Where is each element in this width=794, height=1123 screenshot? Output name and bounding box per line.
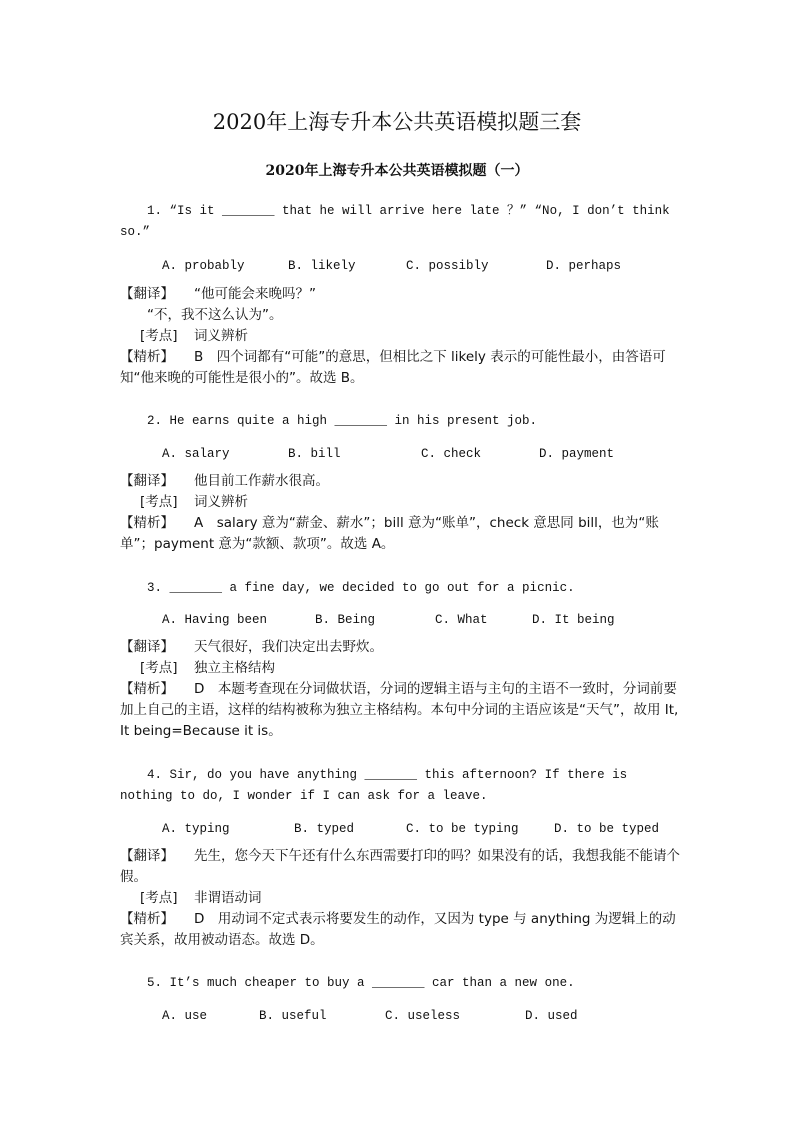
question-2-options xyxy=(147,433,614,461)
analysis-label: 【精析】 xyxy=(120,681,174,697)
option-d: D. payment xyxy=(539,447,615,461)
option-c: C. to be typing xyxy=(406,822,519,836)
question-3-stem: 3. _______ a fine day, we decided to go out for a picnic. xyxy=(147,581,575,595)
question-1-stem: 1. “Is it _______ that he will arrive here late ？” “No, I don’t think so.” xyxy=(120,204,670,239)
question-1-analysis xyxy=(120,347,680,389)
question-3-point xyxy=(120,658,680,679)
option-d: D. used xyxy=(525,1009,578,1023)
analysis-text: A salary 意为“薪金、薪水”；bill 意为“账单”，check 意思同 bill，也为“账单”；payment 意为“款额、款项”。故选 A。 xyxy=(120,515,659,552)
point-label: [考点] xyxy=(140,890,178,906)
question-1-options xyxy=(147,245,621,273)
translation-label: 【翻译】 xyxy=(120,473,174,489)
translation-label: 【翻译】 xyxy=(120,639,174,655)
analysis-text: D 本题考查现在分词做状语，分词的逻辑主语与主句的主语不一致时，分词前要加上自己的主语，这样的结构被称为独立主格结构。本句中分词的主语应该是“天气”，故用 It, It being=Because it is。 xyxy=(120,681,679,739)
point-text: 非谓语动词 xyxy=(194,890,262,906)
translation-text: 天气很好，我们决定出去野炊。 xyxy=(194,639,383,655)
option-a: A. typing xyxy=(162,822,230,836)
question-2-point xyxy=(120,492,680,513)
analysis-text: D 用动词不定式表示将要发生的动作，又因为 type 与 anything 为逻辑上的动宾关系，故用被动语态。故选 D。 xyxy=(120,911,676,948)
question-3-options xyxy=(147,599,615,627)
analysis-label: 【精析】 xyxy=(120,911,174,927)
analysis-text: B 四个词都有“可能”的意思，但相比之下 likely 表示的可能性最小，由答语可知“他来晚的可能性是很小的”。故选 B。 xyxy=(120,349,666,386)
translation-text: 他目前工作薪水很高。 xyxy=(194,473,329,489)
option-b: B. likely xyxy=(288,259,356,273)
question-4-point xyxy=(120,888,680,909)
question-4-analysis xyxy=(120,909,680,951)
question-1-point xyxy=(120,326,680,347)
point-label: [考点] xyxy=(140,660,178,676)
question-2-stem: 2. He earns quite a high _______ in his present job. xyxy=(147,414,538,428)
question-1-translation-line2: “不，我不这么认为”。 xyxy=(147,307,283,323)
option-c: C. useless xyxy=(385,1009,461,1023)
point-text: 词义辨析 xyxy=(194,328,248,344)
option-d: D. It being xyxy=(532,613,615,627)
option-b: B. bill xyxy=(288,447,341,461)
point-label: [考点] xyxy=(140,494,178,510)
option-a: A. Having been xyxy=(162,613,268,627)
document-title: 2020年上海专升本公共英语模拟题三套 xyxy=(212,110,582,134)
question-4-translation xyxy=(120,846,680,888)
translation-text: 先生，您今天下午还有什么东西需要打印的吗？如果没有的话，我想我能不能请个假。 xyxy=(120,848,680,885)
option-b: B. useful xyxy=(259,1009,327,1023)
option-c: C. What xyxy=(435,613,488,627)
option-d: D. to be typed xyxy=(554,822,660,836)
option-c: C. possibly xyxy=(406,259,489,273)
question-5-options xyxy=(147,995,578,1023)
question-4-stem: 4. Sir, do you have anything _______ this afternoon? If there is nothing to do, I wonder if I can ask for a leave. xyxy=(120,768,628,803)
question-2-translation xyxy=(120,471,680,492)
option-d: D. perhaps xyxy=(546,259,622,273)
option-a: A. use xyxy=(162,1009,208,1023)
analysis-label: 【精析】 xyxy=(120,349,174,365)
translation-label: 【翻译】 xyxy=(120,848,174,864)
analysis-label: 【精析】 xyxy=(120,515,174,531)
translation-label: 【翻译】 xyxy=(120,286,174,302)
option-b: B. typed xyxy=(294,822,355,836)
question-1-translation xyxy=(120,284,680,305)
question-3-translation xyxy=(120,637,680,658)
option-a: A. probably xyxy=(162,259,245,273)
question-3-analysis xyxy=(120,679,680,742)
question-2-analysis xyxy=(120,513,680,555)
point-text: 词义辨析 xyxy=(194,494,248,510)
translation-text: “他可能会来晚吗？” xyxy=(194,286,316,302)
option-b: B. Being xyxy=(315,613,376,627)
question-4-options xyxy=(147,808,659,836)
section-subtitle: 2020年上海专升本公共英语模拟题（一） xyxy=(265,163,529,179)
question-5-stem: 5. It’s much cheaper to buy a _______ car than a new one. xyxy=(147,976,575,990)
option-c: C. check xyxy=(421,447,482,461)
option-a: A. salary xyxy=(162,447,230,461)
point-label: [考点] xyxy=(140,328,178,344)
point-text: 独立主格结构 xyxy=(194,660,275,676)
